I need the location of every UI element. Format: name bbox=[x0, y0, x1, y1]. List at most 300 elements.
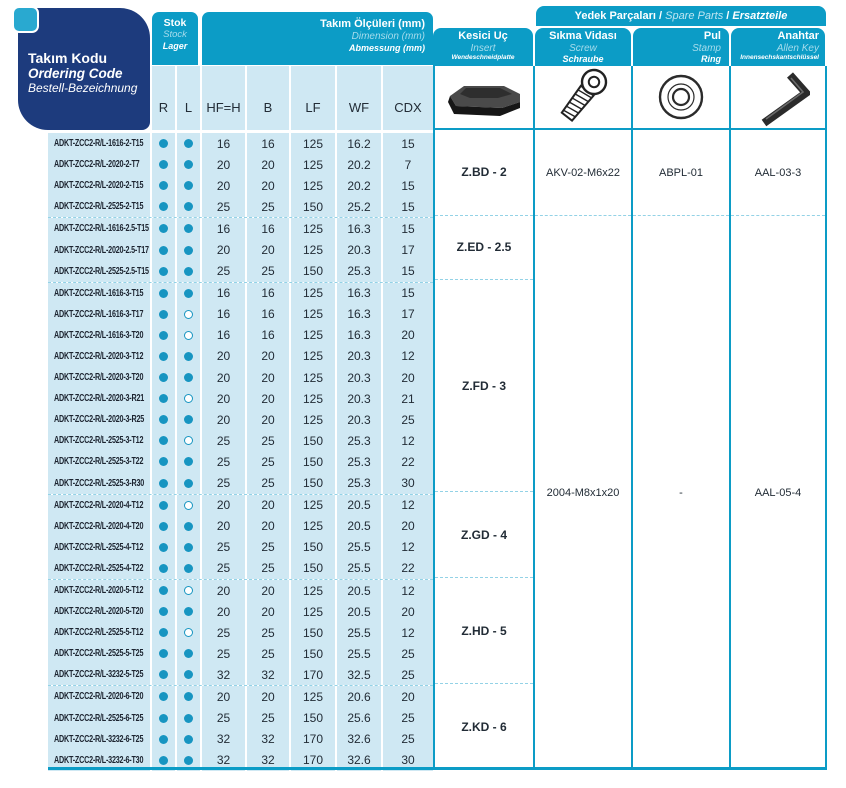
cell-wf: 32.6 bbox=[337, 750, 381, 771]
table-row bbox=[48, 622, 433, 643]
table-row bbox=[48, 154, 433, 175]
table-row bbox=[48, 495, 433, 516]
cell-b: 25 bbox=[247, 196, 289, 217]
cell-stock-l bbox=[177, 664, 200, 685]
cell-lf: 125 bbox=[291, 133, 335, 154]
cell-stock-r bbox=[152, 133, 175, 154]
cell-hf: 25 bbox=[202, 473, 245, 494]
ordering-code-label-tr: Takım Kodu bbox=[28, 50, 108, 66]
cell-b: 25 bbox=[247, 451, 289, 472]
ordering-code-text: ADKT-ZCC2-R/L-2020-3-T20 bbox=[54, 372, 144, 384]
cell-lf: 150 bbox=[291, 430, 335, 451]
cell-b: 32 bbox=[247, 750, 289, 771]
table-row bbox=[48, 537, 433, 558]
cell-wf: 20.3 bbox=[337, 409, 381, 430]
cell-cdx: 25 bbox=[383, 643, 433, 664]
cell-wf: 25.3 bbox=[337, 261, 381, 282]
ordering-code-text: ADKT-ZCC2-R/L-1616-3-T15 bbox=[54, 287, 144, 299]
ring-part-label: ABPL-01 bbox=[658, 166, 704, 179]
cell-stock-r bbox=[152, 409, 175, 430]
cell-hf: 20 bbox=[202, 409, 245, 430]
allen-key-label-de: Innensechskantschlüssel bbox=[740, 54, 819, 62]
ordering-code-text: ADKT-ZCC2-R/L-2020-2-T15 bbox=[54, 180, 144, 192]
allen-key-column bbox=[729, 66, 827, 769]
cell-stock-l bbox=[177, 133, 200, 154]
ordering-code-label-de: Bestell-Bezeichnung bbox=[28, 81, 138, 95]
cell-b: 16 bbox=[247, 283, 289, 304]
column-header-wf: WF bbox=[337, 66, 381, 130]
cell-b: 20 bbox=[247, 580, 289, 601]
cell-cdx: 7 bbox=[383, 154, 433, 175]
table-row bbox=[48, 708, 433, 729]
cell-ordering-code bbox=[48, 239, 150, 260]
cell-stock-l bbox=[177, 154, 200, 175]
ordering-code-text: ADKT-ZCC2-R/L-2020-5-T20 bbox=[54, 606, 144, 618]
cell-cdx: 20 bbox=[383, 601, 433, 622]
table-row bbox=[48, 729, 433, 750]
stock-dot-filled bbox=[159, 479, 168, 488]
cell-lf: 125 bbox=[291, 346, 335, 367]
allen-key-header bbox=[731, 28, 825, 66]
stock-dot-filled bbox=[184, 139, 193, 148]
table-row bbox=[48, 686, 433, 707]
allen-key-label-en: Allen Key bbox=[776, 42, 819, 54]
table-row bbox=[48, 451, 433, 472]
table-row bbox=[48, 664, 433, 685]
table-row bbox=[48, 283, 433, 304]
table-row bbox=[48, 580, 433, 601]
cell-stock-l bbox=[177, 175, 200, 196]
cell-cdx: 17 bbox=[383, 239, 433, 260]
ordering-code-text: ADKT-ZCC2-R/L-2525-5-T25 bbox=[54, 648, 144, 660]
stock-dot-filled bbox=[184, 735, 193, 744]
cell-stock-r bbox=[152, 708, 175, 729]
dimension-subheader bbox=[152, 66, 433, 130]
cell-wf: 16.3 bbox=[337, 283, 381, 304]
ordering-code-text: ADKT-ZCC2-R/L-2020-4-T20 bbox=[54, 520, 144, 532]
cell-stock-l bbox=[177, 686, 200, 707]
cell-b: 20 bbox=[247, 175, 289, 196]
cell-lf: 150 bbox=[291, 622, 335, 643]
ring-part-label: - bbox=[633, 215, 729, 769]
table-row bbox=[48, 409, 433, 430]
insert-type-label: Z.FD - 3 bbox=[435, 279, 533, 491]
cell-wf: 20.3 bbox=[337, 239, 381, 260]
screw-label-de: Schraube bbox=[562, 54, 604, 65]
table-row bbox=[48, 261, 433, 282]
cell-cdx: 30 bbox=[383, 473, 433, 494]
cell-wf: 20.6 bbox=[337, 686, 381, 707]
table-row bbox=[48, 643, 433, 664]
insert-type-label: Z.GD - 4 bbox=[435, 491, 533, 577]
stock-dot-filled bbox=[159, 394, 168, 403]
column-header-b: B bbox=[247, 66, 289, 130]
cell-cdx: 21 bbox=[383, 388, 433, 409]
insert-header bbox=[433, 28, 533, 66]
row-group bbox=[48, 133, 433, 217]
cell-stock-l bbox=[177, 558, 200, 579]
cell-hf: 20 bbox=[202, 601, 245, 622]
ordering-code-text: ADKT-ZCC2-R/L-2525-6-T25 bbox=[54, 712, 144, 724]
stock-dot-filled bbox=[184, 289, 193, 298]
cell-lf: 125 bbox=[291, 304, 335, 325]
ordering-code-text: ADKT-ZCC2-R/L-2020-6-T20 bbox=[54, 691, 144, 703]
cell-wf: 20.3 bbox=[337, 367, 381, 388]
cell-hf: 25 bbox=[202, 261, 245, 282]
cell-cdx: 25 bbox=[383, 409, 433, 430]
cell-ordering-code bbox=[48, 133, 150, 154]
cell-lf: 170 bbox=[291, 750, 335, 771]
ordering-code-text: ADKT-ZCC2-R/L-2525-5-T12 bbox=[54, 627, 144, 639]
cell-wf: 16.3 bbox=[337, 325, 381, 346]
cell-ordering-code bbox=[48, 346, 150, 367]
cell-stock-l bbox=[177, 430, 200, 451]
screw-image-cell bbox=[535, 66, 631, 130]
cell-hf: 20 bbox=[202, 367, 245, 388]
cell-stock-r bbox=[152, 239, 175, 260]
ordering-code-label-en: Ordering Code bbox=[28, 66, 123, 81]
cell-b: 20 bbox=[247, 154, 289, 175]
stock-dot-filled bbox=[184, 522, 193, 531]
cell-stock-r bbox=[152, 495, 175, 516]
cell-lf: 125 bbox=[291, 388, 335, 409]
ring-column bbox=[631, 66, 729, 769]
cell-lf: 125 bbox=[291, 580, 335, 601]
table-row bbox=[48, 430, 433, 451]
cell-stock-r bbox=[152, 729, 175, 750]
cell-lf: 125 bbox=[291, 175, 335, 196]
cell-stock-r bbox=[152, 283, 175, 304]
cell-stock-l bbox=[177, 304, 200, 325]
cell-stock-r bbox=[152, 580, 175, 601]
screw-header bbox=[535, 28, 631, 66]
cell-wf: 16.3 bbox=[337, 304, 381, 325]
cell-wf: 25.3 bbox=[337, 430, 381, 451]
insert-column bbox=[433, 66, 533, 769]
cell-ordering-code bbox=[48, 686, 150, 707]
cell-hf: 25 bbox=[202, 622, 245, 643]
cell-ordering-code bbox=[48, 218, 150, 239]
ordering-code-text: ADKT-ZCC2-R/L-2020-3-T12 bbox=[54, 350, 144, 362]
cell-stock-l bbox=[177, 537, 200, 558]
cell-stock-r bbox=[152, 451, 175, 472]
stock-dot-open bbox=[184, 310, 193, 319]
stock-dot-filled bbox=[159, 649, 168, 658]
cell-b: 25 bbox=[247, 537, 289, 558]
cell-wf: 25.5 bbox=[337, 537, 381, 558]
cell-stock-l bbox=[177, 346, 200, 367]
stock-dot-filled bbox=[184, 564, 193, 573]
cell-lf: 125 bbox=[291, 325, 335, 346]
ordering-code-text: ADKT-ZCC2-R/L-2020-5-T12 bbox=[54, 585, 144, 597]
stock-dot-filled bbox=[159, 224, 168, 233]
ordering-code-text: ADKT-ZCC2-R/L-2525-2-T15 bbox=[54, 201, 144, 213]
cell-ordering-code bbox=[48, 409, 150, 430]
cell-wf: 20.3 bbox=[337, 346, 381, 367]
washer-ring-icon bbox=[655, 71, 707, 123]
stock-dot-filled bbox=[184, 479, 193, 488]
stock-dot-filled bbox=[159, 457, 168, 466]
cell-wf: 20.5 bbox=[337, 516, 381, 537]
cell-cdx: 25 bbox=[383, 664, 433, 685]
cell-lf: 125 bbox=[291, 218, 335, 239]
row-group bbox=[48, 282, 433, 494]
ordering-code-text: ADKT-ZCC2-R/L-2020-3-R21 bbox=[54, 393, 145, 405]
cell-wf: 25.5 bbox=[337, 643, 381, 664]
stock-dot-filled bbox=[159, 289, 168, 298]
cell-b: 32 bbox=[247, 729, 289, 750]
cell-ordering-code bbox=[48, 175, 150, 196]
ordering-code-text: ADKT-ZCC2-R/L-3232-6-T30 bbox=[54, 754, 144, 766]
table-row bbox=[48, 133, 433, 154]
ordering-code-text: ADKT-ZCC2-R/L-2525-4-T22 bbox=[54, 562, 144, 574]
stock-dot-open bbox=[184, 628, 193, 637]
stock-dot-filled bbox=[159, 267, 168, 276]
cell-wf: 32.5 bbox=[337, 664, 381, 685]
stock-dot-filled bbox=[184, 224, 193, 233]
stock-dot-filled bbox=[159, 373, 168, 382]
cell-b: 16 bbox=[247, 325, 289, 346]
table-row bbox=[48, 367, 433, 388]
insert-label-de: Wendeschneidplatte bbox=[451, 54, 515, 62]
stock-dot-filled bbox=[184, 373, 193, 382]
cell-b: 25 bbox=[247, 430, 289, 451]
allen-key-image-cell bbox=[731, 66, 825, 130]
cell-hf: 16 bbox=[202, 218, 245, 239]
stock-dot-filled bbox=[159, 352, 168, 361]
cell-wf: 20.2 bbox=[337, 154, 381, 175]
cell-hf: 25 bbox=[202, 643, 245, 664]
stock-dot-filled bbox=[184, 649, 193, 658]
cell-ordering-code bbox=[48, 495, 150, 516]
cell-cdx: 20 bbox=[383, 516, 433, 537]
cell-cdx: 12 bbox=[383, 537, 433, 558]
stock-dot-filled bbox=[159, 139, 168, 148]
stock-dot-filled bbox=[159, 756, 168, 765]
cell-stock-r bbox=[152, 430, 175, 451]
stock-dot-open bbox=[184, 436, 193, 445]
cell-lf: 150 bbox=[291, 643, 335, 664]
cell-lf: 125 bbox=[291, 601, 335, 622]
ordering-code-text: ADKT-ZCC2-R/L-2020-4-T12 bbox=[54, 499, 144, 511]
cell-stock-r bbox=[152, 622, 175, 643]
cell-ordering-code bbox=[48, 580, 150, 601]
cell-ordering-code bbox=[48, 708, 150, 729]
ordering-code-text: ADKT-ZCC2-R/L-2525-4-T12 bbox=[54, 541, 144, 553]
insert-image-cell bbox=[435, 66, 533, 130]
ordering-code-text: ADKT-ZCC2-R/L-3232-5-T25 bbox=[54, 669, 144, 681]
table-row bbox=[48, 516, 433, 537]
allen-key-part-label: AAL-05-4 bbox=[731, 215, 825, 769]
cell-stock-l bbox=[177, 473, 200, 494]
cell-cdx: 15 bbox=[383, 133, 433, 154]
row-group bbox=[48, 579, 433, 685]
ring-label-de: Ring bbox=[701, 54, 721, 65]
allen-key-part-cells bbox=[731, 130, 825, 769]
cell-stock-l bbox=[177, 325, 200, 346]
cell-wf: 25.2 bbox=[337, 196, 381, 217]
cell-b: 20 bbox=[247, 686, 289, 707]
stock-dot-filled bbox=[159, 522, 168, 531]
screw-label-en: Screw bbox=[569, 42, 597, 54]
stock-dot-filled bbox=[159, 436, 168, 445]
cell-stock-l bbox=[177, 218, 200, 239]
ring-part-cells bbox=[633, 130, 729, 769]
stock-dot-filled bbox=[159, 181, 168, 190]
cell-stock-r bbox=[152, 218, 175, 239]
stock-dot-filled bbox=[159, 670, 168, 679]
screw-part-cells bbox=[535, 130, 631, 769]
cell-b: 20 bbox=[247, 346, 289, 367]
stock-dot-filled bbox=[184, 267, 193, 276]
table-row bbox=[48, 175, 433, 196]
cell-cdx: 15 bbox=[383, 261, 433, 282]
cell-cdx: 15 bbox=[383, 175, 433, 196]
cell-cdx: 20 bbox=[383, 686, 433, 707]
spare-parts-band bbox=[536, 6, 826, 26]
cell-b: 16 bbox=[247, 304, 289, 325]
cell-wf: 16.2 bbox=[337, 133, 381, 154]
cell-lf: 150 bbox=[291, 451, 335, 472]
screw-label-tr: Sıkma Vidası bbox=[549, 30, 617, 42]
cell-stock-l bbox=[177, 388, 200, 409]
column-header-cdx: CDX bbox=[383, 66, 433, 130]
ordering-code-text: ADKT-ZCC2-R/L-2020-3-R25 bbox=[54, 414, 145, 426]
cell-hf: 16 bbox=[202, 325, 245, 346]
cell-stock-r bbox=[152, 686, 175, 707]
cell-ordering-code bbox=[48, 325, 150, 346]
cell-cdx: 12 bbox=[383, 622, 433, 643]
spare-parts-label-tr: Yedek Parçaları bbox=[574, 10, 656, 22]
stock-dot-filled bbox=[184, 543, 193, 552]
cell-wf: 20.5 bbox=[337, 495, 381, 516]
column-header-r: R bbox=[152, 66, 175, 130]
cell-b: 25 bbox=[247, 558, 289, 579]
stock-dot-open bbox=[184, 586, 193, 595]
cell-lf: 125 bbox=[291, 409, 335, 430]
stock-dot-filled bbox=[159, 692, 168, 701]
cell-hf: 20 bbox=[202, 175, 245, 196]
stock-header bbox=[152, 12, 198, 65]
cell-ordering-code bbox=[48, 473, 150, 494]
cell-hf: 16 bbox=[202, 304, 245, 325]
cell-hf: 32 bbox=[202, 729, 245, 750]
stock-dot-filled bbox=[159, 564, 168, 573]
cell-b: 20 bbox=[247, 388, 289, 409]
column-header-hfh: HF=H bbox=[202, 66, 245, 130]
cell-lf: 125 bbox=[291, 495, 335, 516]
cell-b: 25 bbox=[247, 643, 289, 664]
cell-cdx: 20 bbox=[383, 325, 433, 346]
cell-b: 16 bbox=[247, 133, 289, 154]
cell-ordering-code bbox=[48, 154, 150, 175]
row-group bbox=[48, 685, 433, 770]
stock-dot-filled bbox=[184, 692, 193, 701]
stock-dot-filled bbox=[159, 735, 168, 744]
stock-dot-filled bbox=[184, 202, 193, 211]
table-row bbox=[48, 558, 433, 579]
cell-hf: 20 bbox=[202, 516, 245, 537]
cell-ordering-code bbox=[48, 367, 150, 388]
cell-stock-r bbox=[152, 346, 175, 367]
cell-b: 20 bbox=[247, 367, 289, 388]
dimensions-label-en: Dimension (mm) bbox=[351, 31, 425, 43]
cell-ordering-code bbox=[48, 196, 150, 217]
screw-icon bbox=[552, 67, 614, 127]
stock-dot-filled bbox=[184, 181, 193, 190]
cell-ordering-code bbox=[48, 729, 150, 750]
cell-lf: 150 bbox=[291, 473, 335, 494]
cell-stock-r bbox=[152, 367, 175, 388]
cell-b: 25 bbox=[247, 473, 289, 494]
ordering-code-text: ADKT-ZCC2-R/L-2525-2.5-T15 bbox=[54, 265, 149, 277]
cell-stock-l bbox=[177, 516, 200, 537]
table-row bbox=[48, 601, 433, 622]
ordering-code-text: ADKT-ZCC2-R/L-1616-2.5-T15 bbox=[54, 223, 149, 235]
cell-lf: 150 bbox=[291, 537, 335, 558]
cell-b: 20 bbox=[247, 495, 289, 516]
cell-stock-r bbox=[152, 388, 175, 409]
cell-stock-l bbox=[177, 643, 200, 664]
cell-wf: 20.3 bbox=[337, 388, 381, 409]
cell-cdx: 25 bbox=[383, 729, 433, 750]
cell-lf: 125 bbox=[291, 367, 335, 388]
stock-dot-filled bbox=[184, 756, 193, 765]
cell-hf: 25 bbox=[202, 430, 245, 451]
stock-dot-filled bbox=[184, 160, 193, 169]
cell-ordering-code bbox=[48, 643, 150, 664]
stock-dot-open bbox=[184, 394, 193, 403]
cell-lf: 125 bbox=[291, 516, 335, 537]
stock-dot-filled bbox=[159, 160, 168, 169]
cell-stock-l bbox=[177, 708, 200, 729]
table-row bbox=[48, 346, 433, 367]
cell-ordering-code bbox=[48, 283, 150, 304]
cell-b: 25 bbox=[247, 622, 289, 643]
cell-stock-r bbox=[152, 516, 175, 537]
stock-dot-filled bbox=[159, 714, 168, 723]
cell-lf: 170 bbox=[291, 729, 335, 750]
cell-wf: 25.5 bbox=[337, 558, 381, 579]
cell-stock-l bbox=[177, 283, 200, 304]
cell-stock-r bbox=[152, 537, 175, 558]
cell-cdx: 30 bbox=[383, 750, 433, 771]
stock-dot-filled bbox=[159, 501, 168, 510]
stock-dot-filled bbox=[184, 670, 193, 679]
stock-dot-filled bbox=[159, 310, 168, 319]
cell-wf: 25.5 bbox=[337, 622, 381, 643]
cell-ordering-code bbox=[48, 261, 150, 282]
cell-lf: 125 bbox=[291, 239, 335, 260]
cell-ordering-code bbox=[48, 601, 150, 622]
cell-wf: 20.5 bbox=[337, 580, 381, 601]
cell-lf: 150 bbox=[291, 558, 335, 579]
cell-ordering-code bbox=[48, 304, 150, 325]
ordering-code-text: ADKT-ZCC2-R/L-1616-2-T15 bbox=[54, 138, 144, 150]
cell-hf: 16 bbox=[202, 283, 245, 304]
cell-lf: 150 bbox=[291, 708, 335, 729]
allen-key-icon bbox=[746, 67, 810, 127]
cell-hf: 25 bbox=[202, 558, 245, 579]
cell-wf: 16.3 bbox=[337, 218, 381, 239]
cell-stock-r bbox=[152, 473, 175, 494]
table-row bbox=[48, 325, 433, 346]
stock-dot-filled bbox=[159, 331, 168, 340]
ordering-code-text: ADKT-ZCC2-R/L-2525-3-T22 bbox=[54, 456, 144, 468]
cell-wf: 25.6 bbox=[337, 708, 381, 729]
table-row bbox=[48, 218, 433, 239]
dimensions-header bbox=[202, 12, 433, 65]
